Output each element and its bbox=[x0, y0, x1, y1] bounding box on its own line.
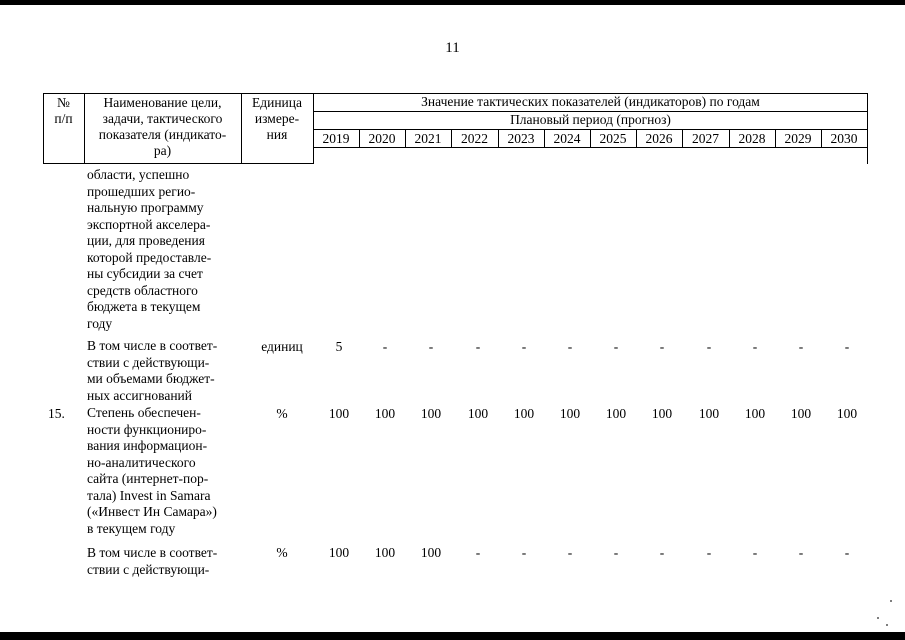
row-unit: единиц bbox=[261, 339, 303, 354]
row-value: 100 bbox=[467, 406, 489, 421]
row-value: - bbox=[567, 545, 573, 560]
header-year: 2021 bbox=[414, 131, 442, 146]
row-value: 100 bbox=[374, 406, 396, 421]
row-value: - bbox=[659, 545, 665, 560]
row-value: 100 bbox=[374, 545, 396, 560]
header-year: 2029 bbox=[784, 131, 812, 146]
row-value: - bbox=[844, 339, 850, 354]
row-value: 100 bbox=[328, 545, 350, 560]
row-value: - bbox=[706, 545, 712, 560]
row-name: В том числе в соответ- ствии с действующи- bbox=[87, 545, 218, 577]
row-value: 100 bbox=[651, 406, 673, 421]
header-year: 2019 bbox=[322, 131, 350, 146]
row-value: 5 bbox=[335, 339, 343, 354]
scan-speck bbox=[886, 624, 888, 626]
bottom-border bbox=[0, 632, 905, 640]
row-value: - bbox=[659, 339, 665, 354]
row-name: области, успешно прошедших регио- нальную программу экспортной акселера- ции, для проведения которой предоставле- ны субсидии за счет средств областного бюджета в текущем году bbox=[87, 167, 212, 331]
header-year: 2024 bbox=[553, 131, 581, 146]
row-value: - bbox=[752, 339, 758, 354]
row-unit: % bbox=[276, 406, 288, 421]
row-value: - bbox=[567, 339, 573, 354]
row-value: - bbox=[752, 545, 758, 560]
row-value: 100 bbox=[420, 545, 442, 560]
row-value: - bbox=[613, 339, 619, 354]
row-value: - bbox=[613, 545, 619, 560]
header-num: № п/п bbox=[54, 95, 73, 126]
row-value: 100 bbox=[790, 406, 812, 421]
header-year: 2030 bbox=[830, 131, 858, 146]
table-header bbox=[43, 93, 868, 164]
row-number: 15. bbox=[48, 406, 65, 421]
row-value: 100 bbox=[420, 406, 442, 421]
page-number: 11 bbox=[445, 40, 460, 56]
scan-speck bbox=[877, 617, 879, 619]
row-value: 100 bbox=[698, 406, 720, 421]
row-value: - bbox=[475, 545, 481, 560]
header-year: 2022 bbox=[461, 131, 488, 146]
header-period-title: Плановый период (прогноз) bbox=[510, 112, 671, 127]
row-value: 100 bbox=[744, 406, 766, 421]
header-year: 2025 bbox=[599, 131, 627, 146]
row-value: 100 bbox=[328, 406, 350, 421]
row-value: - bbox=[844, 545, 850, 560]
row-value: 100 bbox=[559, 406, 581, 421]
row-name: В том числе в соответ- ствии с действующи- ми объемами бюджет- ных ассигнований bbox=[87, 338, 218, 403]
row-value: - bbox=[706, 339, 712, 354]
row-value: - bbox=[382, 339, 388, 354]
row-value: 100 bbox=[605, 406, 627, 421]
header-year: 2027 bbox=[692, 131, 719, 146]
header-year: 2020 bbox=[368, 131, 396, 146]
row-value: - bbox=[798, 339, 804, 354]
header-year: 2028 bbox=[738, 131, 766, 146]
row-value: - bbox=[521, 545, 527, 560]
header-name: Наименование цели, задачи, тактического показателя (индикато- ра) bbox=[98, 95, 227, 158]
row-value: - bbox=[475, 339, 481, 354]
row-value: - bbox=[521, 339, 527, 354]
row-value: - bbox=[428, 339, 434, 354]
row-value: - bbox=[798, 545, 804, 560]
row-unit: % bbox=[276, 545, 288, 560]
top-border bbox=[0, 0, 905, 5]
header-year: 2023 bbox=[507, 131, 535, 146]
row-value: 100 bbox=[513, 406, 535, 421]
header-values-title: Значение тактических показателей (индикаторов) по годам bbox=[421, 94, 760, 109]
header-unit: Единица измере- ния bbox=[251, 95, 302, 142]
row-value: 100 bbox=[836, 406, 858, 421]
row-name: Степень обеспечен- ности функциониро- вания информацион- но-аналитического сайта (интернет-пор- тала) Invest in Samara («Инвест Ин Самара») в текущем году bbox=[87, 405, 217, 536]
header-year: 2026 bbox=[645, 131, 673, 146]
scan-speck bbox=[890, 600, 892, 602]
